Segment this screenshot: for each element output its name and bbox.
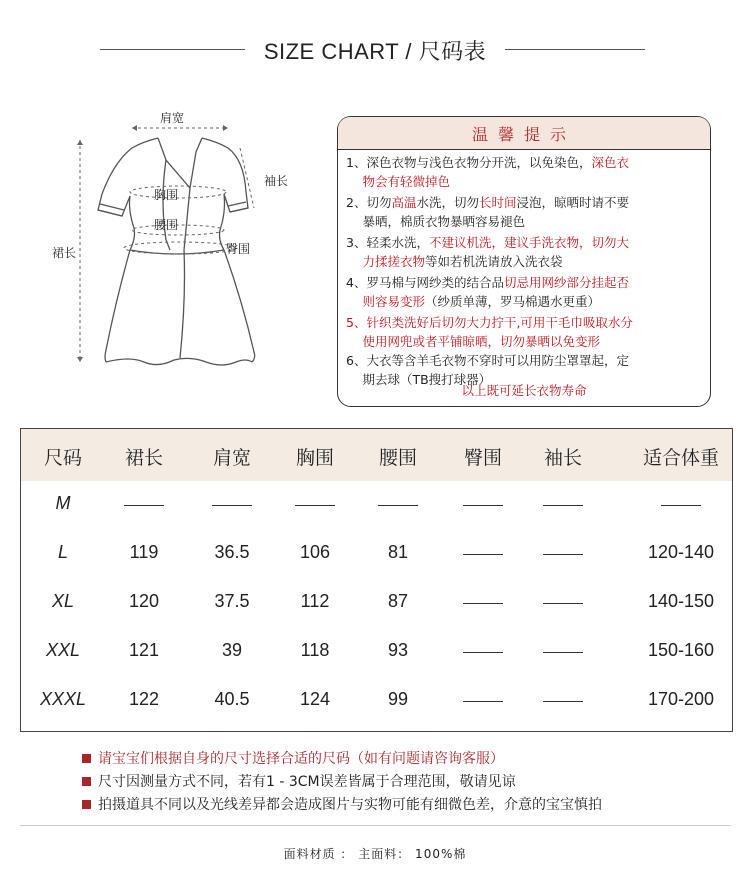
column-header: 裙长 xyxy=(124,447,163,469)
length-label: 裙长 xyxy=(52,246,77,260)
care-tip-text: 不建议机洗，建议手洗衣物，切勿大 xyxy=(428,235,629,250)
square-bullet-icon xyxy=(82,754,91,763)
care-tip-line xyxy=(346,212,708,231)
note-item xyxy=(82,795,602,815)
dress-outline-icon xyxy=(40,100,320,390)
note-text: 拍摄道具不同以及光线差异都会造成图片与实物可能有细微色差，介意的宝宝慎拍 xyxy=(98,797,602,813)
empty-cell-dash xyxy=(543,652,583,653)
care-tip-text: 等如若机洗请放入洗衣袋 xyxy=(424,254,563,269)
hip-label: 臀围 xyxy=(226,242,251,256)
table-cell: 40.5 xyxy=(214,689,250,709)
care-tip-text: 深色衣 xyxy=(591,155,629,170)
care-tips-ending: 以上既可延长衣物寿命 xyxy=(461,383,587,398)
care-tip-line xyxy=(346,332,708,351)
care-tip-line xyxy=(346,292,708,311)
shoulder-label: 肩宽 xyxy=(160,111,185,125)
empty-cell-dash xyxy=(543,603,583,604)
page-title: SIZE CHART / 尺码表 xyxy=(263,39,487,64)
table-cell: 150-160 xyxy=(647,640,715,660)
care-tip-3 xyxy=(346,233,708,271)
care-tip-2 xyxy=(346,193,708,231)
column-header: 胸围 xyxy=(295,447,334,469)
table-cell: 112 xyxy=(300,591,330,611)
square-bullet-icon xyxy=(82,777,91,786)
footer-divider xyxy=(20,825,731,826)
column-header: 袖长 xyxy=(543,447,582,469)
note-text: 请宝宝们根据自身的尺寸选择合适的尺码（如有问题请咨询客服） xyxy=(98,751,504,767)
size-table xyxy=(20,428,733,732)
care-tip-text: 高温 xyxy=(391,195,417,210)
table-cell: 170-200 xyxy=(647,689,715,709)
table-cell: 140-150 xyxy=(647,591,715,611)
care-tip-line xyxy=(346,153,708,172)
table-cell: 118 xyxy=(300,640,330,660)
care-tip-text: 期去球（TB搜打球器） xyxy=(346,372,492,387)
empty-cell-dash xyxy=(463,701,503,702)
column-header: 肩宽 xyxy=(212,447,251,469)
care-tip-text: 力揉搓衣物 xyxy=(346,254,425,269)
column-header: 臀围 xyxy=(463,447,502,469)
table-cell: 122 xyxy=(128,689,160,709)
care-tip-text: 5、针织类洗好后切勿大力拧干,可用干毛巾吸取水分 xyxy=(346,315,633,330)
empty-cell-dash xyxy=(124,505,164,506)
size-label: M xyxy=(55,493,71,513)
table-cell: 120-140 xyxy=(647,542,715,562)
care-tip-text: 暴晒，棉质衣物暴晒容易褪色 xyxy=(346,214,525,229)
care-tip-text: 水洗，切勿 xyxy=(416,195,479,210)
care-tip-text: 使用网兜或者平铺晾晒，切勿暴晒以免变形 xyxy=(346,334,600,349)
care-tip-line xyxy=(346,193,708,212)
waist-label: 腰围 xyxy=(154,218,179,232)
care-tip-text: 浸泡，晾晒时请不要 xyxy=(516,195,630,210)
size-label: L xyxy=(57,542,68,562)
care-tip-line xyxy=(346,172,708,191)
care-tip-4 xyxy=(346,273,708,311)
care-tip-line xyxy=(346,351,708,370)
table-cell: 37.5 xyxy=(214,591,250,611)
care-tip-line xyxy=(346,252,708,271)
care-tip-5 xyxy=(346,313,708,351)
care-tip-line xyxy=(346,233,708,252)
table-cell: 87 xyxy=(387,591,409,611)
care-tip-text: 6、大衣等含羊毛衣物不穿时可以用防尘罩罩起，定 xyxy=(346,353,629,368)
empty-cell-dash xyxy=(543,554,583,555)
care-tip-text: 4、罗马棉与网纱类的结合品 xyxy=(346,275,504,290)
table-cell: 124 xyxy=(299,689,331,709)
care-tip-text: 2、切勿 xyxy=(346,195,392,210)
column-header: 适合体重 xyxy=(642,447,719,469)
table-cell: 120 xyxy=(128,591,160,611)
column-header: 尺码 xyxy=(43,447,82,469)
size-label: XXL xyxy=(45,640,81,660)
empty-cell-dash xyxy=(463,505,503,506)
empty-cell-dash xyxy=(543,505,583,506)
size-label: XXXL xyxy=(39,689,87,709)
note-item xyxy=(82,749,504,769)
care-tip-text: 1、深色衣物与浅色衣物分开洗，以免染色， xyxy=(346,155,592,170)
care-tip-line xyxy=(346,313,708,332)
care-tip-text: 则容易变形 xyxy=(346,294,425,309)
square-bullet-icon xyxy=(82,800,91,809)
column-header: 腰围 xyxy=(378,447,417,469)
empty-cell-dash xyxy=(463,652,503,653)
chest-label: 胸围 xyxy=(154,188,179,202)
care-tip-text: 长时间 xyxy=(478,195,517,210)
care-tip-text: 3、轻柔水洗， xyxy=(346,235,429,250)
care-tip-line xyxy=(346,273,708,292)
sleeve-label: 袖长 xyxy=(264,174,289,188)
dress-diagram xyxy=(40,100,320,390)
table-cell: 93 xyxy=(387,640,409,660)
table-cell: 121 xyxy=(128,640,160,660)
care-tips-box xyxy=(337,116,711,407)
empty-cell-dash xyxy=(295,505,335,506)
empty-cell-dash xyxy=(543,701,583,702)
table-cell: 36.5 xyxy=(214,542,250,562)
empty-cell-dash xyxy=(463,554,503,555)
table-cell: 99 xyxy=(387,689,409,709)
table-cell: 81 xyxy=(387,542,409,562)
size-label: XL xyxy=(51,591,75,611)
care-tip-1 xyxy=(346,153,708,191)
care-tip-text: 物会有轻微掉色 xyxy=(346,174,450,189)
note-text: 尺寸因测量方式不同，若有1 - 3CM误差皆属于合理范围，敬请见谅 xyxy=(98,774,516,790)
empty-cell-dash xyxy=(661,505,701,506)
empty-cell-dash xyxy=(212,505,252,506)
empty-cell-dash xyxy=(463,603,503,604)
care-tip-text: 切忌用网纱部分挂起否 xyxy=(503,275,629,290)
empty-cell-dash xyxy=(378,505,418,506)
care-tips-title: 温馨提示 xyxy=(471,125,576,144)
table-cell: 39 xyxy=(221,640,243,660)
table-cell: 119 xyxy=(129,542,159,562)
care-tip-text: （纱质单薄，罗马棉遇水更重） xyxy=(424,294,600,309)
table-cell: 106 xyxy=(299,542,331,562)
fabric-info: 面料材质 ： 主面料： 100%棉 xyxy=(283,847,467,861)
note-item xyxy=(82,772,516,792)
